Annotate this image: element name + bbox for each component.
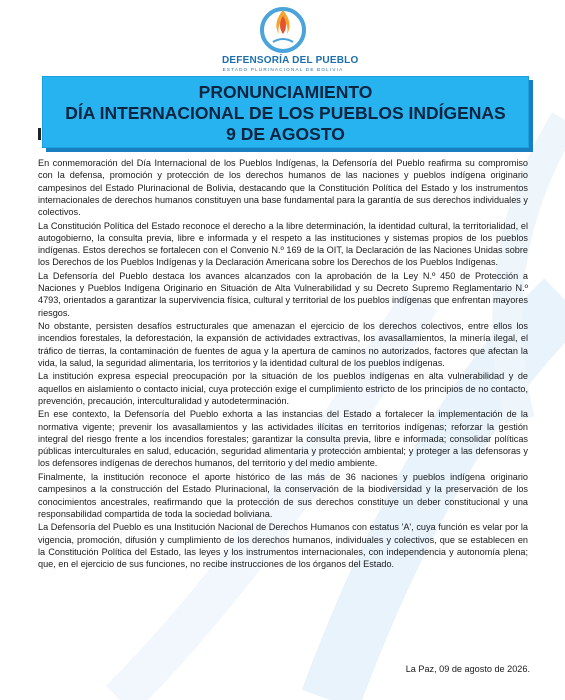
org-name: DEFENSORÍA DEL PUEBLO [222,55,359,66]
banner-title: PRONUNCIAMIENTO [198,82,373,102]
org-subtitle: ESTADO PLURINACIONAL DE BOLIVIA [222,67,344,72]
paragraph: No obstante, persisten desafíos estructurales que amenazan el ejercicio de los derechos colectivos, entre ellos los incendios forestales, la deforestación, la expansión de actividades extractivas, los avasallamientos, la minería ilegal, el tráfico de tierras, la contaminación de fuentes de agua y la apertura de caminos no autorizados, factores que afectan la vida, la salud, la seguridad alimentaria, los territorios y la identidad cultural de los pueblos indígenas. [38,321,528,368]
banner-subtitle: DÍA INTERNACIONAL DE LOS PUEBLOS INDÍGENAS [65,103,506,123]
section-marker [38,128,41,140]
paragraph: Finalmente, la institución reconoce el aporte histórico de las más de 36 naciones y pueblos indígena originario campesinos a la construcción del Estado Plurinacional, la conservación de la biodiversidad y la preservación de los conocimientos ancestrales, reafirmando que la protección de sus derechos constituye un deber constitucional y una responsabilidad compartida de toda la sociedad boliviana. [38,472,528,519]
flame-emblem-icon [255,2,311,54]
title-banner [42,76,529,148]
paragraph: La Defensoría del Pueblo destaca los avances alcanzados con la aprobación de la Ley N.º 450 de Protección a Naciones y Pueblos Indígena Originario en Situación de Alta Vulnerabilidad y su Decreto Supremo Reglamentario N.º 4793, orientados a garantizar la supervivencia física, cultural y territorial de los pueblos indígenas que enfrentan mayores riesgos. [38,270,528,318]
banner-date: 9 DE AGOSTO [226,124,345,144]
paragraph: En conmemoración del Día Internacional de los Pueblos Indígenas, la Defensoría del Pueblo reafirma su compromiso con la defensa, promoción y protección de los derechos humanos de las naciones y pueblos indígena originario campesinos del Estado Plurinacional de Bolivia, destacando que la Constitución Política del Estado y los instrumentos internacionales de derechos humanos constituyen una base fundamental para la garantía de sus derechos individuales y colectivos. [38,158,528,217]
paragraph: La Constitución Política del Estado reconoce el derecho a la libre determinación, la identidad cultural, la territorialidad, el autogobierno, la consulta previa, libre e informada y el respeto a las instituciones y sistemas propios de los pueblos indígenas. Estos derechos se fortalecen con el Convenio N.º 169 de la OIT, la Declaración de las Naciones Unidas sobre los Derechos de los Pueblos Indígenas y la Declaración Americana sobre los Derechos de los Pueblos Indígenas. [38,220,528,268]
signature-date: La Paz, 09 de agosto de 2026. [405,664,530,674]
paragraph: En ese contexto, la Defensoría del Pueblo exhorta a las instancias del Estado a fortalecer la implementación de la normativa vigente; prevenir los avasallamientos y las actividades ilícitas en territorios indígenas; reforzar la gestión integral del riesgo frente a los incendios forestales; garantizar la consulta previa, libre e informada; consolidar políticas públicas interculturales en salud, educación, seguridad alimentaria y protección ambiental; y proteger a las defensoras y los defensores indígenas de derechos humanos, del territorio y del medio ambiente. [38,409,528,469]
org-logo [222,2,359,76]
paragraph: La institución expresa especial preocupación por la situación de los pueblos indígenas en alta vulnerabilidad y de aquellos en aislamiento o contacto inicial, cuya protección exige el cumplimiento estricto de los principios de no contacto, prevención, precaución, interculturalidad y autodeterminación. [38,371,528,406]
paragraph: La Defensoría del Pueblo es una Institución Nacional de Derechos Humanos con estatus 'A', cuya función es velar por la vigencia, promoción, difusión y cumplimiento de los derechos humanos, individuales y colectivos, que se establecen en la Constitución Política del Estado, las leyes y los instrumentos internacionales, con independencia y autonomía plena; que, en el ejercicio de sus funciones, no recibe instrucciones de los órganos del Estado. [38,522,528,570]
pronouncement-body [38,157,528,572]
